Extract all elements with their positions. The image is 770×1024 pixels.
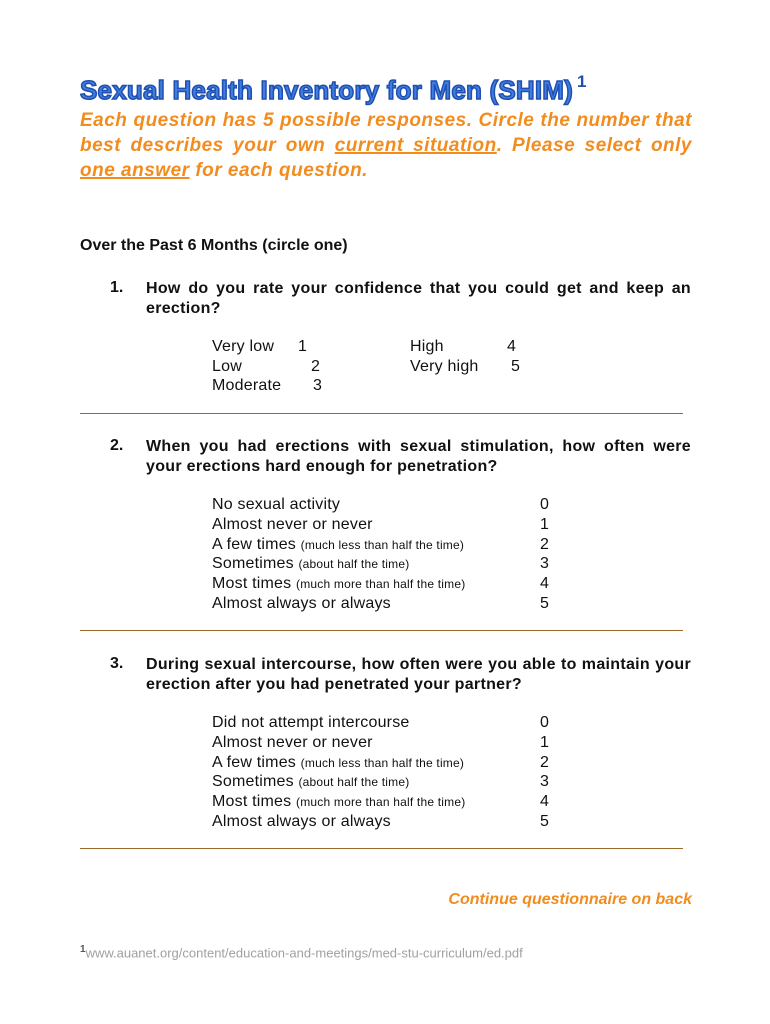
emphasis-current-situation: current situation — [334, 135, 497, 156]
question-number: 2. — [110, 437, 124, 454]
option-label[interactable]: Almost never or never — [212, 734, 373, 751]
option-score[interactable]: 3 — [540, 555, 549, 572]
option-label[interactable]: Moderate — [212, 377, 282, 394]
option-score[interactable]: 0 — [540, 714, 549, 731]
document-title: Sexual Health Inventory for Men (SHIM) $^1$ — [80, 72, 587, 105]
option-label[interactable]: High — [410, 338, 444, 355]
option-label[interactable]: Low — [212, 358, 242, 375]
option-note: (much less than half the time) — [300, 538, 465, 552]
option-score[interactable]: 2 — [311, 358, 320, 375]
option-score[interactable]: 4 — [540, 793, 549, 810]
option-label[interactable]: Almost always or always — [212, 813, 391, 830]
option-score[interactable]: 1 — [298, 338, 307, 355]
option-label[interactable]: Very low — [212, 338, 275, 355]
section-subheading: Over the Past 6 Months (circle one) — [80, 237, 348, 254]
option-note: (about half the time) — [298, 557, 410, 571]
instructions: Each question has 5 possible responses. Circle the number that best describes your own current situation. Please select only one answer for each question. — [80, 110, 692, 181]
option-note: (much more than half the time) — [296, 795, 466, 809]
option-note: (about half the time) — [298, 775, 410, 789]
question-number: 3. — [110, 655, 124, 672]
title-footnote-mark: 1 — [577, 72, 587, 91]
option-score[interactable]: 5 — [540, 813, 549, 830]
option-label[interactable]: Most times (much more than half the time) — [212, 793, 466, 810]
option-score[interactable]: 4 — [507, 338, 516, 355]
footnote — [80, 944, 523, 960]
footnote-mark: 1 — [80, 944, 86, 955]
option-score[interactable]: 5 — [511, 358, 520, 375]
option-score[interactable]: 4 — [540, 575, 549, 592]
option-label[interactable]: Almost never or never — [212, 516, 373, 533]
footnote-url[interactable]: www.auanet.org/content/education-and-meetings/med-stu-curriculum/ed.pdf — [85, 945, 523, 961]
continue-on-back-note: Continue questionnaire on back — [448, 891, 692, 908]
option-label[interactable]: Did not attempt intercourse — [212, 714, 410, 731]
option-label[interactable]: Sometimes (about half the time) — [212, 555, 410, 572]
option-score[interactable]: 1 — [540, 516, 549, 533]
section-divider — [80, 413, 683, 414]
section-divider — [80, 630, 683, 631]
question-text: During sexual intercourse, how often were you able to maintain your erection after you had penetrated your partner? — [146, 656, 691, 693]
question-text: How do you rate your confidence that you could get and keep an erection? — [146, 280, 691, 317]
option-label[interactable]: Most times (much more than half the time) — [212, 575, 466, 592]
option-score[interactable]: 3 — [540, 773, 549, 790]
option-label[interactable]: Very high — [410, 358, 479, 375]
question-text: When you had erections with sexual stimulation, how often were your erections hard enough for penetration? — [146, 438, 691, 475]
section-divider — [80, 848, 683, 849]
option-score[interactable]: 2 — [540, 536, 549, 553]
option-score[interactable]: 1 — [540, 734, 549, 751]
option-score[interactable]: 2 — [540, 754, 549, 771]
option-label[interactable]: Sometimes (about half the time) — [212, 773, 410, 790]
emphasis-one-answer: one answer — [80, 160, 190, 181]
option-score[interactable]: 0 — [540, 496, 549, 513]
question-number: 1. — [110, 279, 124, 296]
option-score[interactable]: 3 — [313, 377, 322, 394]
option-label[interactable]: Almost always or always — [212, 595, 391, 612]
option-note: (much less than half the time) — [300, 756, 465, 770]
option-score[interactable]: 5 — [540, 595, 549, 612]
option-note: (much more than half the time) — [296, 577, 466, 591]
option-label[interactable]: A few times (much less than half the time) — [212, 754, 465, 771]
option-label[interactable]: A few times (much less than half the time) — [212, 536, 465, 553]
option-label[interactable]: No sexual activity — [212, 496, 341, 513]
